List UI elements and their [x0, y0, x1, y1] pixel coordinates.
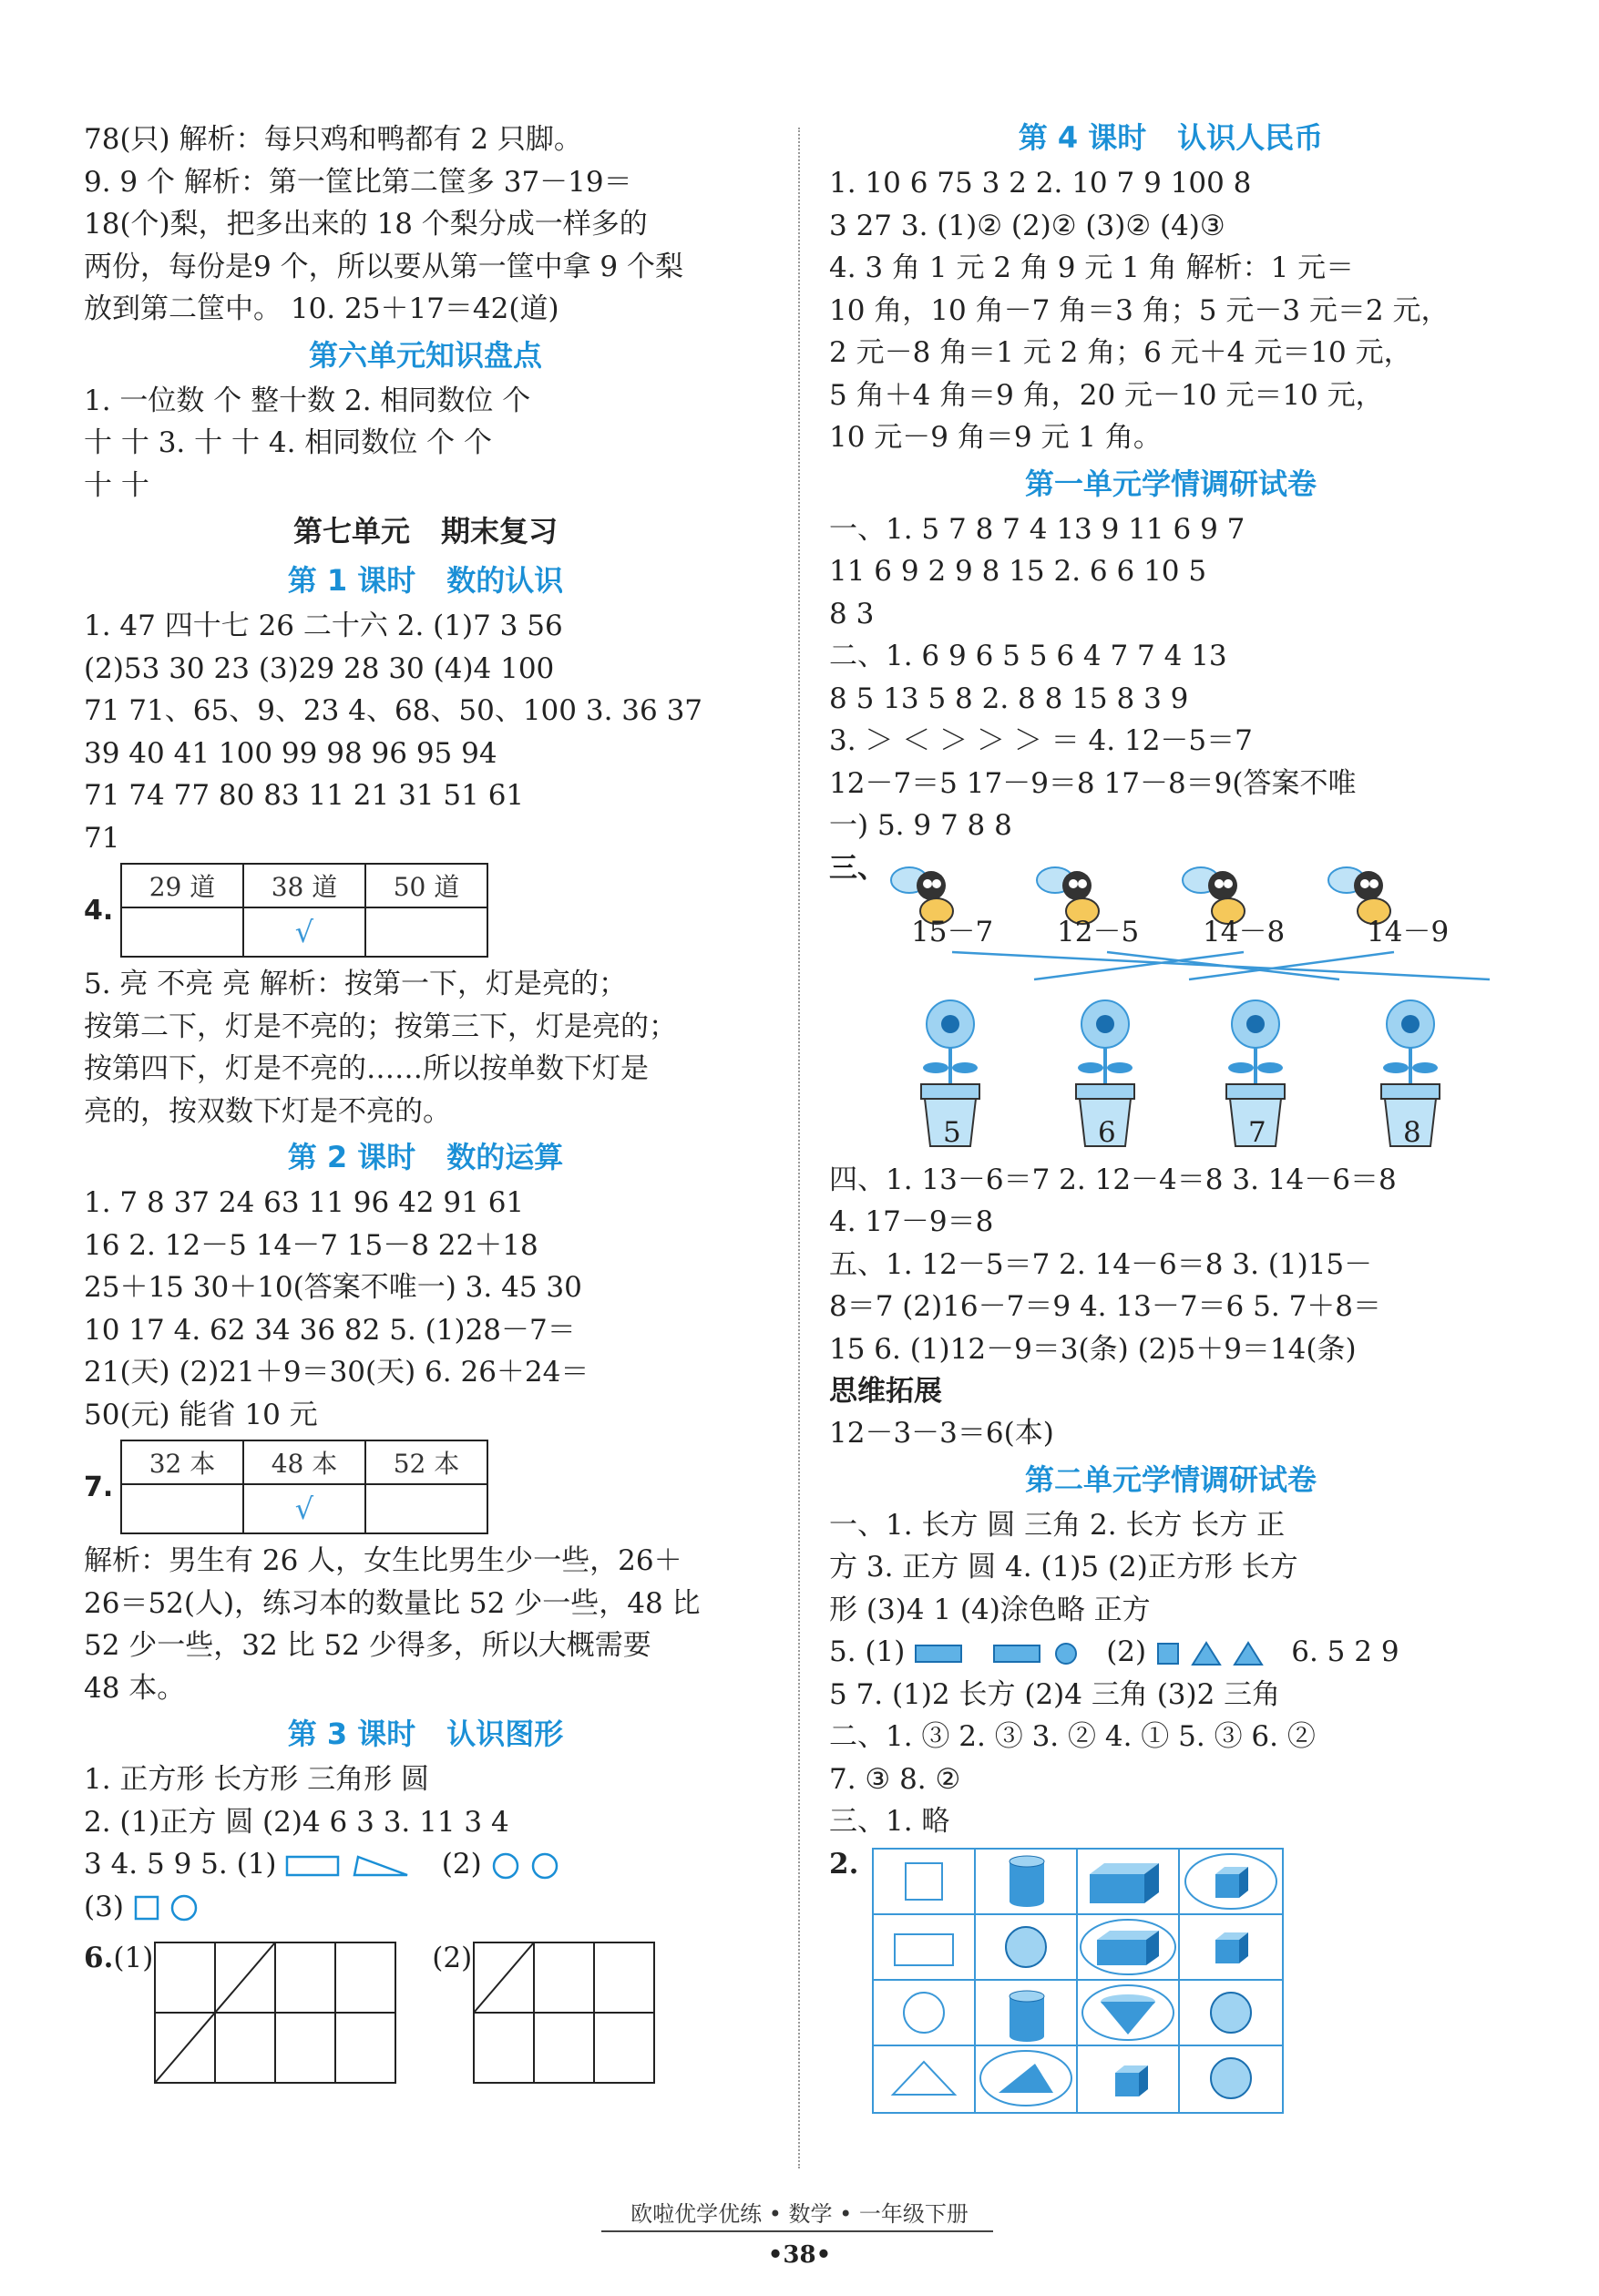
answer-line: 1. 10 6 75 3 2 2. 10 7 9 100 8 [829, 167, 1252, 200]
right-column [829, 120, 1512, 2120]
answer-line: 52 少一些，32 比 52 少得多，所以大概需要 [84, 1629, 651, 1662]
thinking-extension-heading: 思维拓展 [829, 1375, 942, 1408]
answer-line: 18(个)梨，把多出来的 18 个梨分成一样多的 [84, 208, 648, 241]
pot-number: 5 [943, 1115, 961, 1149]
answer-line: 三、1. 略 [829, 1805, 950, 1838]
question-number: 4. [84, 894, 114, 927]
answer-line: 50(元) 能省 10 元 [84, 1398, 318, 1431]
answers-unit6-tail [84, 118, 767, 331]
answer-line: 48 本。 [84, 1671, 186, 1705]
answer-line: 十 十 [84, 468, 149, 502]
answer-line: 39 40 41 100 99 98 96 95 94 [84, 736, 497, 770]
answer-line: 11 6 9 2 9 8 15 2. 6 6 10 5 [829, 555, 1207, 588]
answer-line: 26＝52(人)，练习本的数量比 52 少一些，48 比 [84, 1586, 701, 1620]
answer-line: 15 6. (1)12－9＝3(条) (2)5＋9＝14(条) [829, 1332, 1357, 1366]
cylinder-icon [1010, 1991, 1044, 2042]
cuboid-icon [1097, 1931, 1159, 1965]
check-mark-icon: √ [294, 915, 314, 949]
answer-line: 4. 3 角 1 元 2 角 9 元 1 角 解析：1 元＝ [829, 251, 1355, 284]
table-header-cell: 38 道 [243, 864, 365, 907]
answer-line: 一、1. 5 7 8 7 4 13 9 11 6 9 7 [829, 512, 1245, 546]
answer-line: 五、1. 12－5＝7 2. 14－6＝8 3. (1)15－ [829, 1247, 1373, 1281]
answer-line: 9. 9 个 解析：第一筐比第二筐多 37－19＝ [84, 165, 632, 199]
shape-classification-grid [871, 1847, 1290, 2120]
table-cell [121, 907, 243, 957]
answer-text: 3 4. 5 9 5. (1) [84, 1848, 277, 1881]
cone-icon [1101, 1994, 1155, 2035]
answer-line: 8 3 [829, 597, 875, 630]
column-divider [798, 128, 800, 2168]
answer-line: 十 十 3. 十 十 4. 相同数位 个 个 [84, 426, 492, 459]
answer-line: 1. 一位数 个 整十数 2. 相同数位 个 [84, 384, 531, 417]
table-header-cell: 32 本 [121, 1440, 243, 1484]
answer-line: 10 17 4. 62 34 36 82 5. (1)28－7＝ [84, 1313, 576, 1347]
answer-line: 12－3－3＝6(本) [829, 1417, 1054, 1450]
answer-table-7 [84, 1440, 767, 1534]
triangle-shape-icon [351, 1853, 415, 1879]
section-label: 三、 [829, 851, 886, 885]
answer-line: 两份，每份是9 个，所以要从第一筐中拿 9 个梨 [84, 250, 684, 283]
cube-icon [1215, 1932, 1248, 1963]
answer-line: 8 5 13 5 8 2. 8 8 15 8 3 9 [829, 682, 1189, 715]
bee-expression: 12－5 [1057, 915, 1140, 948]
answer-line: 2. (1)正方 圆 (2)4 6 3 3. 11 3 4 [84, 1805, 509, 1839]
answer-line: 78(只) 解析：每只鸡和鸭都有 2 只脚。 [84, 123, 582, 156]
answer-text: (3) [84, 1890, 124, 1923]
choice-table [120, 1440, 488, 1534]
section-heading: 第二单元学情调研试卷 [1024, 1461, 1317, 1497]
filled-rectangle-icon [914, 1642, 965, 1666]
lesson-heading [84, 1709, 767, 1758]
page-number: •38• [767, 2241, 832, 2269]
answer-line: 10 角，10 角－7 角＝3 角；5 元－3 元＝2 元， [829, 293, 1450, 327]
section-heading: 第一单元学情调研试卷 [1024, 466, 1317, 501]
cuboid-icon [1090, 1863, 1159, 1903]
answer-line: 1. 47 四十七 26 二十六 2. (1)7 3 56 [84, 610, 563, 642]
answer-line: 解析：男生有 26 人，女生比男生少一些，26＋ [84, 1544, 682, 1577]
grid-figure-2 [472, 1941, 658, 2086]
left-column [84, 118, 767, 2086]
lesson-heading [84, 1133, 767, 1182]
answer-text: (2) [1106, 1635, 1147, 1668]
bee-expression: 15－7 [911, 915, 994, 948]
answer-line: 3 27 3. (1)② (2)② (3)② (4)③ [829, 209, 1225, 242]
shape-grid-question [829, 1843, 1512, 2120]
filled-circle-icon [1052, 1640, 1080, 1667]
answer-line: 亮的，按双数下灯是不亮的。 [84, 1094, 451, 1128]
bee-expression: 14－8 [1203, 915, 1286, 948]
question-6 [84, 1937, 767, 2086]
filled-square-icon [1155, 1641, 1181, 1666]
table-cell [365, 907, 487, 957]
bee-expression: 14－9 [1367, 915, 1450, 948]
circle-shape-icon [169, 1893, 200, 1922]
lesson-number: 第 4 课时 [1018, 120, 1147, 155]
answer-line: 8＝7 (2)16－7＝9 4. 13－7＝6 5. 7＋8＝ [829, 1290, 1382, 1323]
answer-line: 1. 7 8 37 24 63 11 96 42 91 61 [84, 1186, 525, 1219]
answer-line: 1. 正方形 长方形 三角形 圆 [84, 1763, 429, 1796]
filled-rectangle-icon [992, 1642, 1043, 1666]
answer-text: (2) [441, 1848, 482, 1881]
cylinder-icon [1010, 1856, 1044, 1907]
answer-line: 21(天) (2)21＋9＝30(天) 6. 26＋24＝ [84, 1356, 589, 1389]
answer-line: 放到第二筐中。 10. 25＋17＝42(道) [84, 292, 559, 325]
cube-icon [1115, 2065, 1148, 2096]
question-number: 7. [84, 1471, 114, 1503]
lesson-title: 认识人民币 [1177, 120, 1324, 155]
answer-line: 一、1. 长方 圆 三角 2. 长方 长方 正 [829, 1508, 1286, 1542]
question-number: 6. [84, 1942, 114, 1974]
answer-line: 10 元－9 角＝9 元 1 角。 [829, 421, 1162, 454]
answer-line: 25＋15 30＋10(答案不唯一) 3. 45 30 [84, 1271, 582, 1304]
unit-heading [84, 507, 767, 556]
table-header-cell: 48 本 [243, 1440, 365, 1484]
answer-line: 3. ＞ ＜ ＞ ＞ ＞ ＝ 4. 12－5＝7 [829, 724, 1253, 757]
table-header-cell: 50 道 [365, 864, 487, 907]
answer-line: 71 74 77 80 83 11 21 31 51 61 [84, 779, 525, 812]
answer-line: 16 2. 12－5 14－7 15－8 22＋18 [84, 1228, 538, 1262]
pot-number: 7 [1248, 1115, 1266, 1149]
answer-line: 2 元－8 角＝1 元 2 角；6 元＋4 元＝10 元， [829, 336, 1412, 369]
answer-line: 按第四下，灯是不亮的……所以按单数下灯是 [84, 1052, 649, 1085]
question-number: 2. [829, 1847, 859, 1881]
answer-line: 二、1. 6 9 6 5 5 6 4 7 7 4 13 [829, 640, 1227, 672]
table-cell [365, 1484, 487, 1533]
answer-line: 5 7. (1)2 长方 (2)4 三角 (3)2 三角 [829, 1677, 1281, 1711]
filled-triangle-icon [1232, 1640, 1265, 1667]
pot-number: 6 [1098, 1115, 1116, 1149]
answer-line [84, 1843, 767, 1886]
answer-line: 71 [84, 821, 120, 855]
lesson-title: 认识图形 [446, 1717, 564, 1751]
table-cell [243, 907, 365, 957]
footer-title: 欧啦优学优练 • 数学 • 一年级下册 [630, 2201, 969, 2227]
answer-line: 71 71、65、9、23 4、68、50、100 3. 36 37 [84, 694, 703, 727]
answer-line: 12－7＝5 17－9＝8 17－8＝9(答案不唯 [829, 766, 1357, 800]
answer-line: 按第二下，灯是不亮的；按第三下，灯是亮的； [84, 1010, 677, 1043]
answer-table-4 [84, 863, 767, 958]
answer-line: 5 角＋4 角＝9 角，20 元－10 元＝10 元， [829, 378, 1384, 412]
filled-triangle-icon [1190, 1640, 1223, 1667]
answer-line [829, 1631, 1512, 1674]
lesson-heading [829, 113, 1512, 162]
table-cell [121, 1484, 243, 1533]
answer-line: 方 3. 正方 圆 4. (1)5 (2)正方形 长方 [829, 1551, 1298, 1584]
answer-text: 5. (1) [829, 1635, 906, 1668]
footer-rule [601, 2230, 993, 2232]
circle-shape-icon [491, 1851, 522, 1881]
answer-line: 二、1. ③ 2. ③ 3. ② 4. ① 5. ③ 6. ② [829, 1720, 1316, 1753]
lesson-title: 数的认识 [446, 563, 564, 598]
square-shape-icon [133, 1894, 160, 1922]
rectangle-shape-icon [285, 1853, 342, 1879]
lesson-number: 第 3 课时 [287, 1717, 416, 1751]
cube-icon [1215, 1867, 1248, 1898]
bee-flower-matching-figure [829, 847, 1512, 1159]
answer-line: 5. 亮 不亮 亮 解析：按第一下，灯是亮的； [84, 968, 627, 1000]
lesson-number: 第 2 课时 [287, 1140, 416, 1174]
answer-line: 形 (3)4 1 (4)涂色略 正方 [829, 1593, 1151, 1626]
choice-table [120, 863, 488, 958]
answer-text: 6. 5 2 9 [1291, 1635, 1399, 1668]
lesson-title: 数的运算 [446, 1140, 564, 1174]
table-header-cell: 52 本 [365, 1440, 487, 1484]
answer-line: 4. 17－9＝8 [829, 1205, 994, 1238]
lesson-heading [84, 556, 767, 605]
pot-number: 8 [1403, 1115, 1421, 1149]
answer-line [84, 1886, 767, 1929]
circle-shape-icon [530, 1851, 561, 1881]
check-mark-icon: √ [294, 1491, 314, 1526]
unit-heading-title: 期末复习 [441, 514, 559, 548]
part-label: (2) [432, 1942, 473, 1974]
part-label: (1) [113, 1942, 154, 1974]
section-heading: 第六单元知识盘点 [308, 337, 542, 373]
grid-figure-1 [153, 1941, 399, 2086]
answer-line: 一) 5. 9 7 8 8 [829, 809, 1012, 842]
table-cell [243, 1484, 365, 1533]
answer-line: 7. ③ 8. ② [829, 1762, 961, 1796]
answer-line: (2)53 30 23 (3)29 28 30 (4)4 100 [84, 651, 555, 685]
table-header-cell: 29 道 [121, 864, 243, 907]
unit-heading-number: 第七单元 [292, 514, 410, 548]
lesson-number: 第 1 课时 [287, 563, 416, 598]
answer-line: 四、1. 13－6＝7 2. 12－4＝8 3. 14－6＝8 [829, 1163, 1397, 1196]
